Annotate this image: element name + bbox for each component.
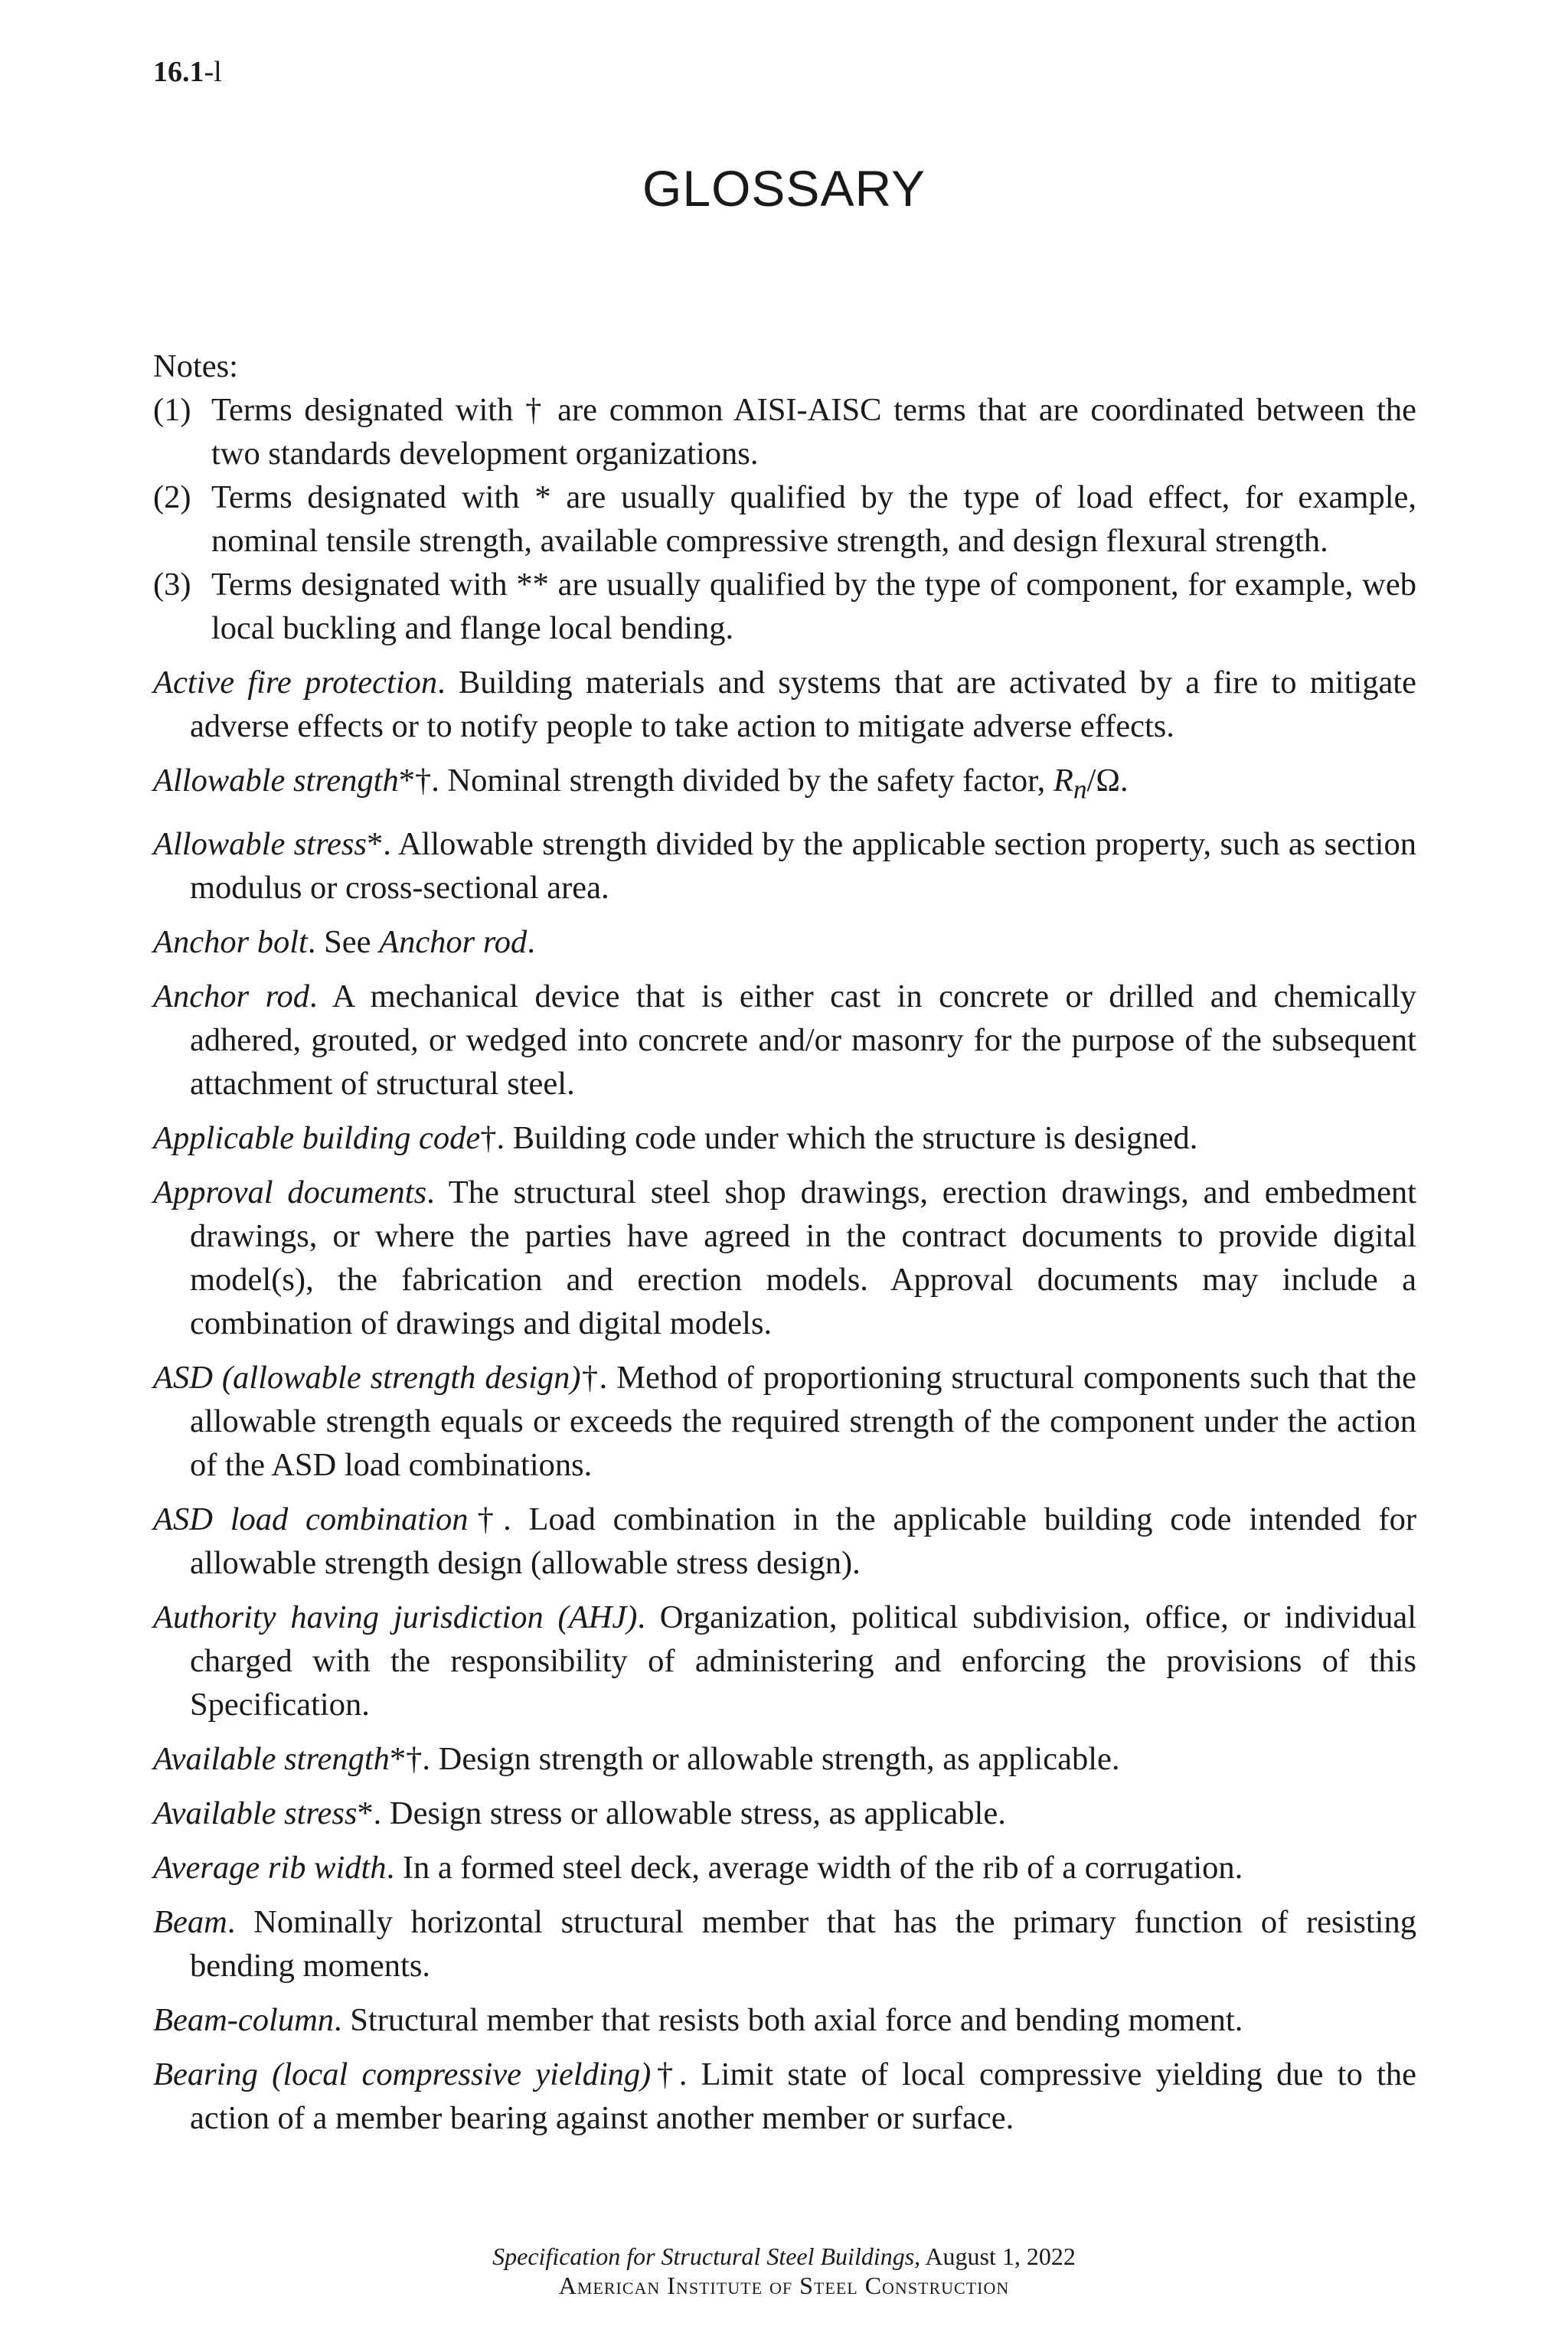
glossary-definition: . Allowable strength divided by the applicable section property, such as section modulus or cross-sectional area. [190, 825, 1416, 906]
glossary-entry-anchor-rod [153, 975, 1416, 1106]
page-footer [0, 2242, 1568, 2300]
note-text: Terms designated with † are common AISI-AISC terms that are coordinated between the two standards development organizations. [211, 392, 1416, 472]
term-mark: *† [398, 763, 432, 799]
glossary-definition: . Method of proportioning structural components such that the allowable strength equals or exceeds the required strength of the component under the action of the ASD load combinations. [190, 1359, 1416, 1483]
term-mark: † [580, 1359, 599, 1396]
glossary-entry-asd [153, 1356, 1416, 1487]
note-number: (3) [153, 567, 191, 603]
notes-section [153, 345, 1416, 650]
glossary-definition: . In a formed steel deck, average width of the rib of a corrugation. [386, 1849, 1243, 1886]
glossary-definition: . Nominal strength divided by the safety factor, [431, 763, 1054, 799]
glossary-term: Average rib width [153, 1849, 387, 1886]
formula-omega: /Ω [1086, 763, 1120, 799]
glossary-term: Beam [153, 1903, 227, 1940]
glossary-definition: . A mechanical device that is either cast in concrete or drilled and chemically adhered, grouted, or wedged into concrete and/or masonry for the purpose of the subsequent attachment of structural steel. [190, 978, 1417, 1102]
glossary-term: Allowable stress [153, 825, 367, 862]
glossary-term: Anchor bolt [153, 923, 308, 960]
glossary-term: Applicable building code [153, 1119, 481, 1156]
glossary-entry-anchor-bolt [153, 920, 1416, 964]
glossary-term: Active fire protection [153, 665, 438, 701]
glossary-content [153, 345, 1416, 2140]
page-number [153, 55, 222, 89]
cross-reference: Anchor rod [379, 923, 528, 960]
glossary-entry-allowable-strength [153, 759, 1416, 812]
glossary-term: ASD (allowable strength design) [153, 1359, 581, 1396]
glossary-entry-authority-having-jurisdiction [153, 1596, 1416, 1726]
glossary-definition: . Organization, political subdivision, office, or individual charged with the responsibility of administering and enforcing the provisions of this Specification. [190, 1599, 1417, 1723]
page-title: GLOSSARY [642, 160, 926, 217]
note-number: (2) [153, 479, 191, 515]
note-number: (1) [153, 392, 191, 428]
glossary-definition: . Building code under which the structure is designed. [496, 1119, 1198, 1156]
glossary-definition: . Design strength or allowable strength, as applicable. [422, 1740, 1120, 1777]
formula-subscript-n: n [1073, 773, 1087, 805]
glossary-definition: . Nominally horizontal structural member that has the primary function of resisting bending moments. [190, 1903, 1416, 1984]
notes-label: Notes: [153, 348, 238, 384]
glossary-term: ASD load combination [153, 1501, 469, 1537]
glossary-entry-applicable-building-code [153, 1116, 1416, 1160]
glossary-term: Bearing (local compressive yielding) [153, 2056, 652, 2092]
glossary-term: Allowable strength [153, 763, 399, 799]
footer-citation [0, 2242, 1568, 2271]
formula-r: R [1053, 763, 1073, 799]
glossary-entry-active-fire-protection [153, 661, 1416, 748]
glossary-entry-available-stress [153, 1792, 1416, 1835]
glossary-entry-asd-load-combination [153, 1498, 1416, 1585]
glossary-definition: . Building materials and systems that are activated by a fire to mitigate adverse effects or to notify people to take action to mitigate adverse effects. [190, 665, 1416, 744]
footer-organization: American Institute of Steel Construction [558, 2272, 1010, 2299]
note-item [153, 563, 1416, 650]
glossary-entry-beam [153, 1900, 1416, 1988]
glossary-definition: . Load combination in the applicable building code intended for allowable strength design (allowable stress design). [190, 1501, 1416, 1581]
note-item [153, 388, 1416, 475]
definition-end: . [527, 923, 535, 960]
glossary-definition: . The structural steel shop drawings, erection drawings, and embedment drawings, or where the parties have agreed in the contract documents to provide digital model(s), the fabrication and erection models. Approval documents may include a combination of drawings and digital models. [190, 1174, 1416, 1341]
glossary-term: Anchor rod [153, 978, 310, 1014]
formula-end: . [1119, 763, 1129, 799]
glossary-term: Available stress [153, 1795, 358, 1831]
glossary-definition: . Limit state of local compressive yielding due to the action of a member bearing against another member or surface. [190, 2056, 1416, 2136]
glossary-entry-available-strength [153, 1737, 1416, 1781]
glossary-entry-beam-column [153, 1998, 1416, 2042]
term-mark: † [651, 2056, 679, 2092]
term-mark: † [468, 1501, 504, 1537]
footer-spec-title: Specification for Structural Steel Buildings [492, 2243, 915, 2270]
footer-date: , August 1, 2022 [914, 2243, 1076, 2270]
glossary-definition: . Design stress or allowable stress, as applicable. [373, 1795, 1006, 1831]
page-number-bold: 16.1 [153, 56, 204, 88]
glossary-term: Authority having jurisdiction (AHJ) [153, 1599, 638, 1635]
term-mark: † [480, 1119, 497, 1156]
term-mark: *† [389, 1740, 423, 1777]
glossary-entry-bearing [153, 2053, 1416, 2140]
term-mark: * [357, 1795, 374, 1831]
glossary-term: Approval documents [153, 1174, 427, 1210]
glossary-term: Available strength [153, 1740, 390, 1777]
glossary-entry-allowable-stress [153, 822, 1416, 910]
note-text: Terms designated with ** are usually qualified by the type of component, for example, web local buckling and flange local bending. [211, 567, 1416, 646]
glossary-definition: . Structural member that resists both axial force and bending moment. [334, 2001, 1243, 2038]
glossary-definition: . See [307, 923, 380, 960]
term-mark: * [366, 825, 384, 862]
note-item [153, 475, 1416, 563]
glossary-entry-average-rib-width [153, 1846, 1416, 1890]
note-text: Terms designated with * are usually qualified by the type of load effect, for example, nominal tensile strength, available compressive strength, and design flexural strength. [211, 479, 1416, 559]
glossary-term: Beam-column [153, 2001, 335, 2038]
glossary-entry-approval-documents [153, 1171, 1416, 1345]
page-number-suffix: -l [204, 56, 222, 88]
